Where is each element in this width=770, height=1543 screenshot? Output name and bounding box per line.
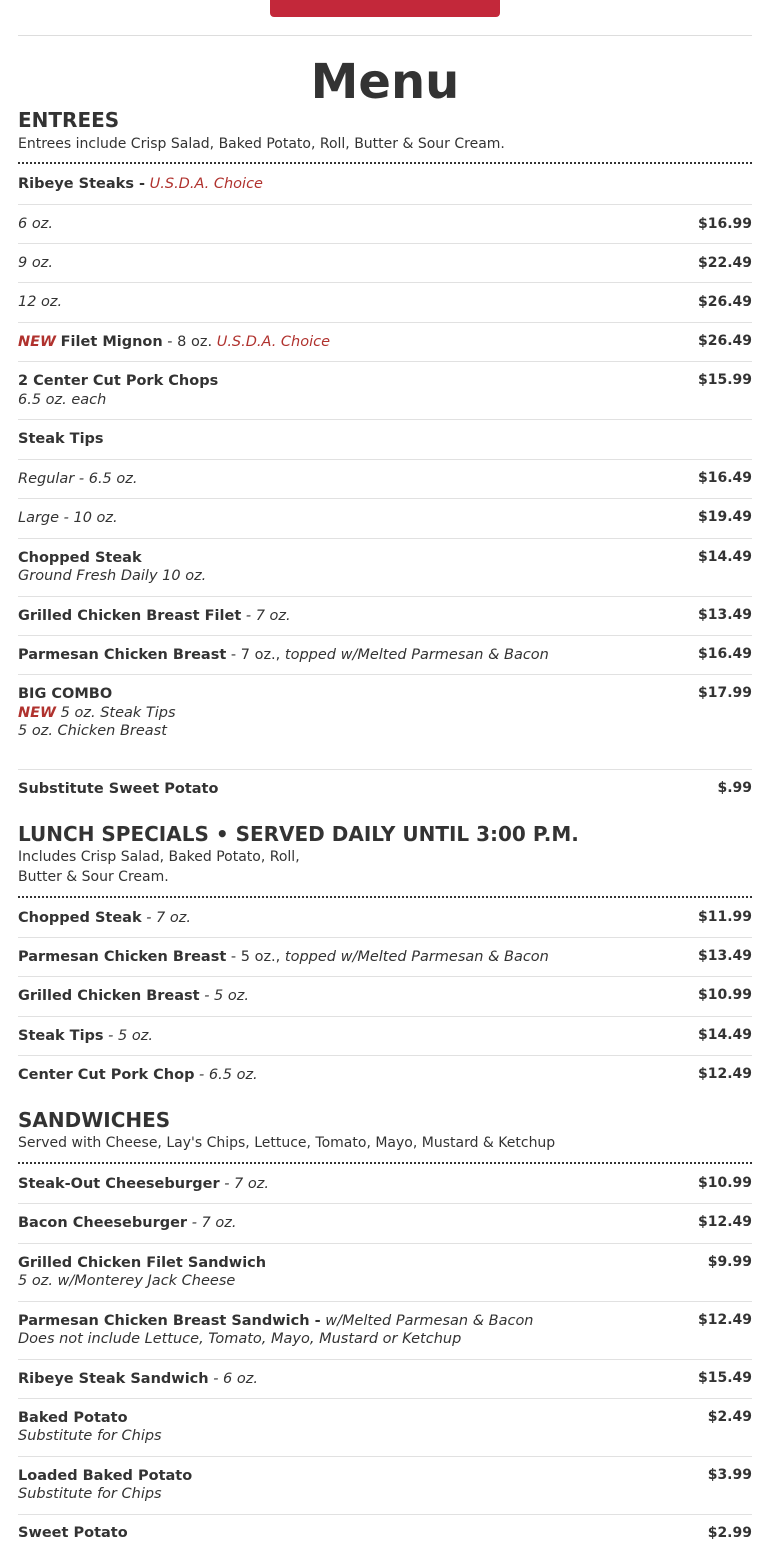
item-subtext: 5 oz. Chicken Breast (18, 723, 167, 739)
item-detail: - 5 oz. (199, 988, 249, 1004)
item-detail: - 7 oz. (187, 1215, 237, 1231)
menu-item-filet-mignon (18, 322, 752, 362)
lunch-item-parmesan-chicken (18, 937, 752, 977)
item-size: 9 oz. (18, 255, 53, 271)
item-price: $11.99 (697, 909, 752, 925)
item-price: $13.49 (697, 607, 752, 623)
item-name: Substitute Sweet Potato (18, 781, 219, 797)
item-price: $2.49 (707, 1409, 752, 1425)
menu-item-big-combo (18, 674, 752, 770)
item-price: $13.49 (697, 948, 752, 964)
item-price: $26.49 (697, 333, 752, 349)
item-detail: - 7 oz. (241, 608, 291, 624)
usda-choice-label: U.S.D.A. Choice (216, 334, 331, 350)
sandwich-item-chicken-filet (18, 1243, 752, 1302)
item-price: $16.99 (697, 216, 752, 232)
item-price: $14.49 (697, 549, 752, 565)
menu-item-steak-tips (18, 419, 752, 460)
menu-item-ribeye-12oz (18, 282, 752, 323)
item-price: $10.99 (697, 1175, 752, 1191)
sandwich-item-steakout (18, 1164, 752, 1204)
page-title: Menu (310, 54, 460, 110)
item-subtext: Ground Fresh Daily 10 oz. (18, 568, 207, 584)
item-name: 2 Center Cut Pork Chops (18, 373, 219, 389)
usda-choice-label: U.S.D.A. Choice (149, 176, 263, 192)
item-price: $12.49 (697, 1214, 752, 1230)
menu-item-ribeye-9oz (18, 243, 752, 283)
item-subtext: 5 oz. w/Monterey Jack Cheese (18, 1273, 236, 1289)
item-price: $10.99 (697, 987, 752, 1003)
menu-item-pork-chops (18, 361, 752, 420)
item-name: Bacon Cheeseburger (18, 1215, 188, 1231)
item-name: Sweet Potato (18, 1525, 128, 1541)
lunch-item-chopped-steak (18, 898, 752, 938)
sandwich-item-ribeye (18, 1359, 752, 1399)
sandwich-item-loaded-potato (18, 1456, 752, 1515)
item-topping: topped w/Melted Parmesan & Bacon (284, 949, 549, 965)
item-name: Ribeye Steak Sandwich (18, 1371, 209, 1387)
item-price: $22.49 (697, 255, 752, 271)
sandwich-item-sweet-potato (18, 1514, 752, 1541)
menu-item-steak-tips-large (18, 498, 752, 539)
item-name: Chopped Steak (18, 910, 142, 926)
item-topping: topped w/Melted Parmesan & Bacon (284, 647, 549, 663)
item-subtext: Substitute for Chips (18, 1486, 162, 1502)
item-detail: - 5 oz., (226, 949, 285, 965)
item-size: Large - 10 oz. (18, 510, 118, 526)
menu-item-ribeye (18, 165, 752, 205)
section-desc-sandwiches: Served with Cheese, Lay's Chips, Lettuce, Tomato, Mayo, Mustard & Ketchup (18, 1135, 556, 1151)
section-desc-lunch: Butter & Sour Cream. (18, 869, 169, 885)
item-price: $26.49 (697, 294, 752, 310)
top-red-button[interactable] (270, 0, 500, 17)
item-subtext: 6.5 oz. each (18, 392, 107, 408)
section-desc-lunch: Includes Crisp Salad, Baked Potato, Roll, (18, 849, 300, 865)
item-name: Grilled Chicken Breast (18, 988, 200, 1004)
menu-item-ribeye-6oz (18, 204, 752, 244)
item-detail: - 7 oz. (141, 910, 191, 926)
item-name: BIG COMBO (18, 686, 113, 702)
item-name: Parmesan Chicken Breast (18, 647, 227, 663)
item-price: $12.49 (697, 1066, 752, 1082)
item-subtext: Does not include Lettuce, Tomato, Mayo, Mustard or Ketchup (18, 1331, 462, 1347)
sandwich-item-bacon-cheeseburger (18, 1203, 752, 1244)
item-price: $12.49 (697, 1312, 752, 1328)
new-badge: NEW (18, 705, 57, 721)
item-subtext: Substitute for Chips (18, 1428, 162, 1444)
item-price: $14.49 (697, 1027, 752, 1043)
item-price: $19.49 (697, 509, 752, 525)
item-name: Parmesan Chicken Breast Sandwich - (18, 1313, 321, 1329)
new-badge: NEW (18, 334, 57, 350)
menu-item-chicken-filet (18, 596, 752, 636)
item-detail: - 7 oz., (226, 647, 285, 663)
item-detail: w/Melted Parmesan & Bacon (320, 1313, 534, 1329)
item-detail: - 5 oz. (103, 1028, 153, 1044)
lunch-item-grilled-chicken (18, 976, 752, 1017)
item-subtext: 5 oz. Steak Tips (56, 705, 176, 721)
item-price: $3.99 (707, 1467, 752, 1483)
item-price: $17.99 (697, 685, 752, 701)
item-price: $9.99 (707, 1254, 752, 1270)
item-name: Baked Potato (18, 1410, 128, 1426)
item-detail: - 8 oz. (162, 334, 217, 350)
item-price: $16.49 (697, 646, 752, 662)
item-name: Grilled Chicken Filet Sandwich (18, 1255, 267, 1271)
sandwich-item-parmesan-chicken (18, 1301, 752, 1360)
lunch-item-steak-tips (18, 1016, 752, 1056)
section-title-sandwiches: SANDWICHES (18, 1108, 171, 1132)
section-desc-entrees: Entrees include Crisp Salad, Baked Potato, Roll, Butter & Sour Cream. (18, 136, 505, 152)
menu-item-steak-tips-regular (18, 459, 752, 499)
item-name: Steak Tips (18, 1028, 104, 1044)
item-detail: - 6 oz. (208, 1371, 258, 1387)
menu-item-sweet-potato-sub (18, 769, 752, 809)
item-name: Center Cut Pork Chop (18, 1067, 195, 1083)
item-price: $.99 (717, 780, 752, 796)
section-divider (18, 162, 752, 164)
item-price: $2.99 (707, 1525, 752, 1541)
item-name: Chopped Steak (18, 550, 142, 566)
top-divider (18, 35, 752, 36)
sandwich-item-baked-potato (18, 1398, 752, 1457)
item-price: $15.49 (697, 1370, 752, 1386)
item-name: Parmesan Chicken Breast (18, 949, 227, 965)
section-title-lunch: LUNCH SPECIALS • SERVED DAILY UNTIL 3:00 P.M. (18, 822, 579, 846)
item-name: Ribeye Steaks - (18, 176, 146, 192)
item-name: Steak-Out Cheeseburger (18, 1176, 220, 1192)
lunch-item-pork-chop (18, 1055, 752, 1095)
item-name: Filet Mignon (60, 334, 163, 350)
item-name: Steak Tips (18, 431, 104, 447)
item-price: $16.49 (697, 470, 752, 486)
item-name: Grilled Chicken Breast Filet (18, 608, 242, 624)
item-detail: - 6.5 oz. (194, 1067, 258, 1083)
menu-item-parmesan-chicken (18, 635, 752, 675)
item-size: 12 oz. (18, 294, 63, 310)
item-name: Loaded Baked Potato (18, 1468, 193, 1484)
menu-item-chopped-steak (18, 538, 752, 597)
item-size: Regular - 6.5 oz. (18, 471, 138, 487)
item-detail: - 7 oz. (219, 1176, 269, 1192)
item-price: $15.99 (697, 372, 752, 388)
section-title-entrees: ENTREES (18, 108, 120, 132)
item-size: 6 oz. (18, 216, 53, 232)
